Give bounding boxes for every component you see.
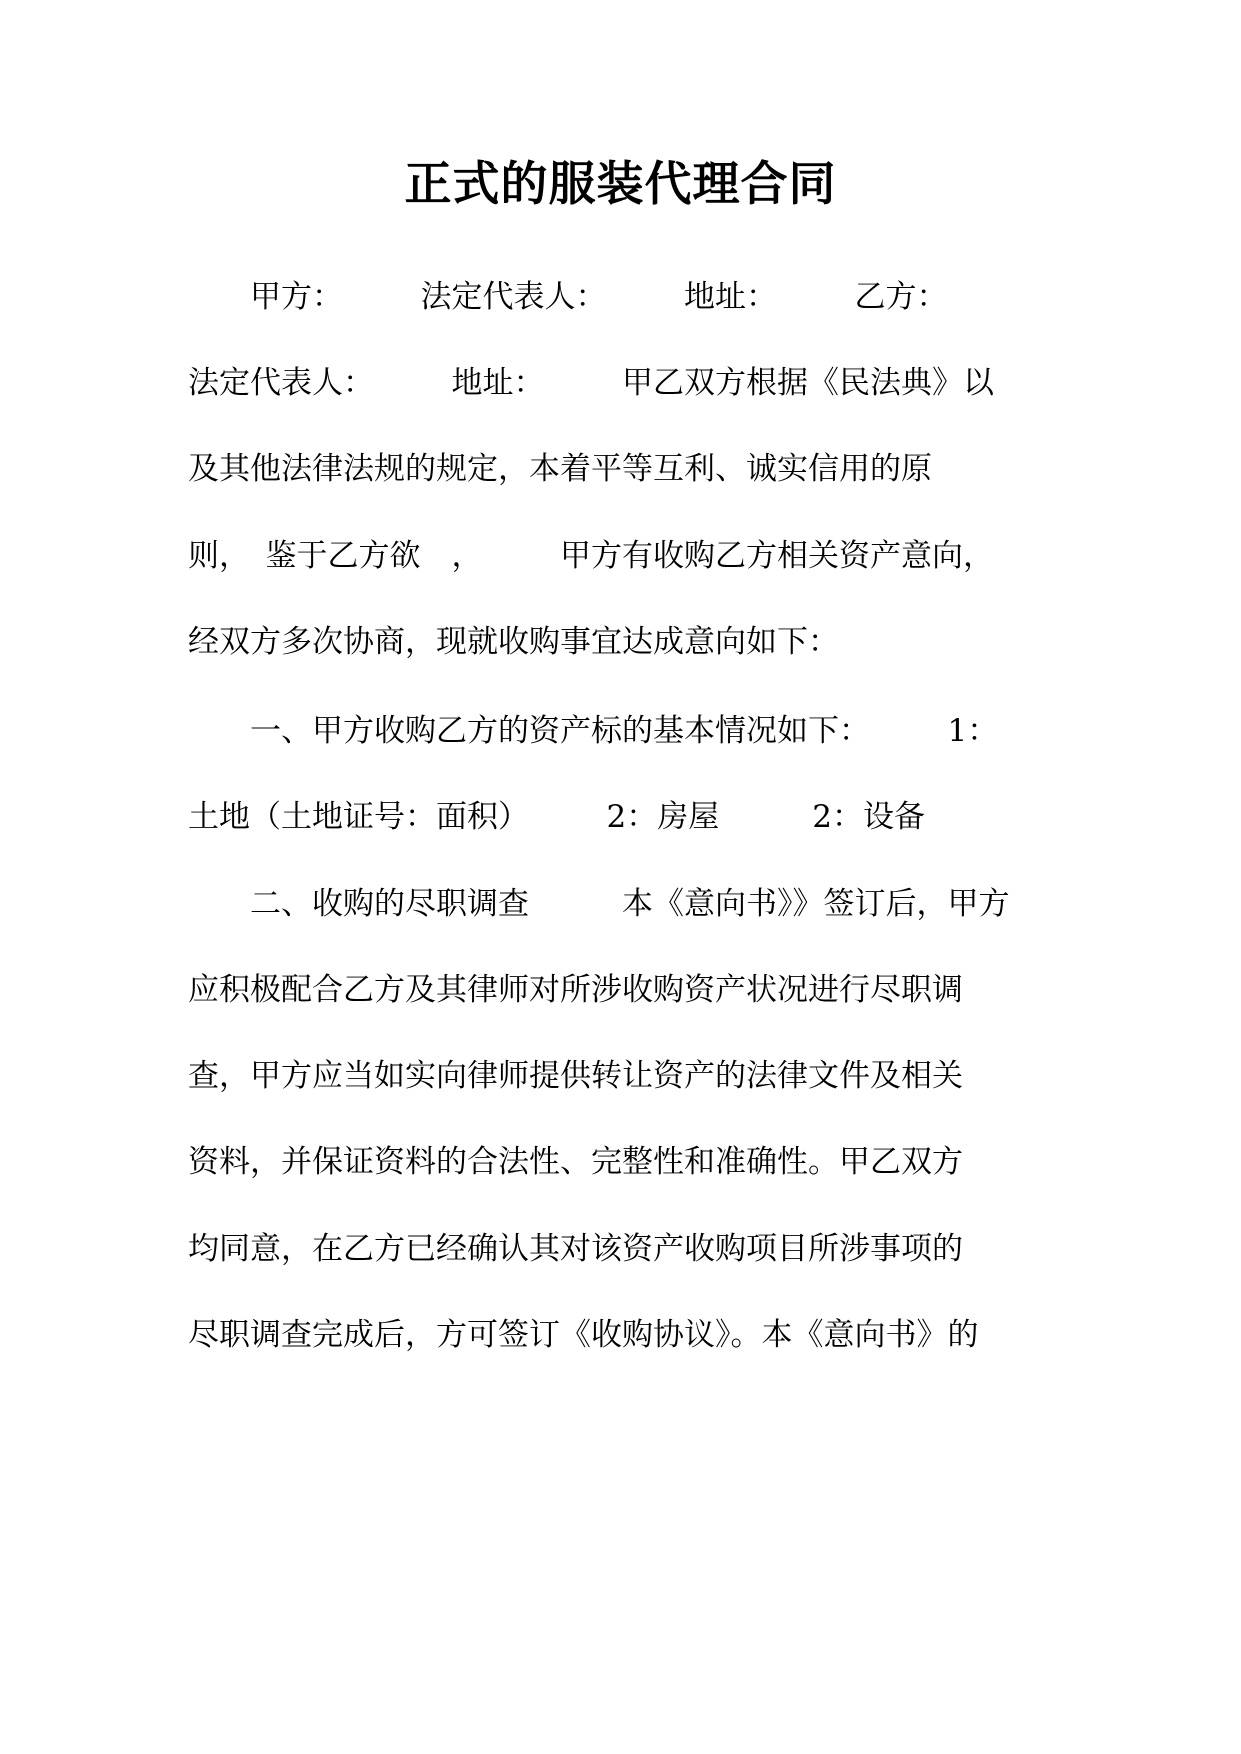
body-line-2: 法定代表人： 地址： 甲乙双方根据《民法典》以 bbox=[188, 365, 994, 401]
body-line-10: 查，甲方应当如实向律师提供转让资产的法律文件及相关 bbox=[188, 1058, 963, 1094]
body-line-9: 应积极配合乙方及其律师对所涉收购资产状况进行尽职调 bbox=[188, 972, 963, 1008]
body-line-11: 资料，并保证资料的合法性、完整性和准确性。甲乙双方 bbox=[188, 1144, 963, 1180]
body-line-4: 则， 鉴于乙方欲 ， 甲方有收购乙方相关资产意向， bbox=[188, 538, 994, 574]
body-line-12: 均同意，在乙方已经确认其对该资产收购项目所涉事项的 bbox=[188, 1231, 963, 1267]
body-line-8: 二、收购的尽职调查 本《意向书》》签订后，甲方 bbox=[188, 886, 1010, 922]
body-line-7: 土地（土地证号：面积） 2：房屋 2：设备 bbox=[188, 799, 925, 835]
body-line-5: 经双方多次协商，现就收购事宜达成意向如下： bbox=[188, 624, 839, 660]
body-line-6: 一、甲方收购乙方的资产标的基本情况如下： 1： bbox=[188, 713, 999, 749]
body-line-1: 甲方： 法定代表人： 地址： 乙方： bbox=[188, 279, 948, 315]
body-line-13: 尽职调查完成后，方可签订《收购协议》。本《意向书》的 bbox=[188, 1317, 979, 1353]
body-line-3: 及其他法律法规的规定，本着平等互利、诚实信用的原 bbox=[188, 451, 932, 487]
document-title: 正式的服装代理合同 bbox=[404, 157, 837, 212]
